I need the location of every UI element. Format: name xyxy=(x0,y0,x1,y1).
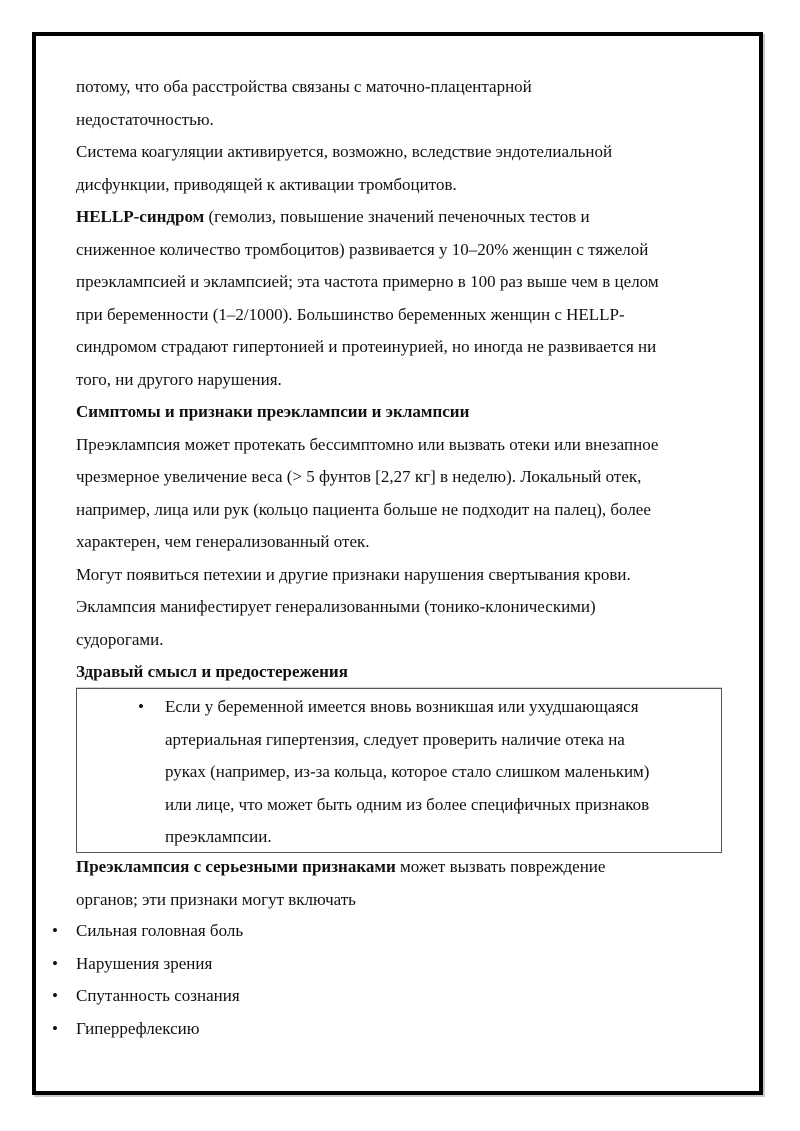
list-item-text: Сильная головная боль xyxy=(76,921,244,940)
paragraph-hellp xyxy=(76,201,726,396)
list-item xyxy=(48,980,243,1013)
list-bullet: • xyxy=(52,921,58,940)
severe-description: может вызвать повреждение органов; эти признаки могут включать xyxy=(76,857,606,909)
paragraph-severe-features xyxy=(76,851,726,916)
callout-bullet: • xyxy=(138,697,144,716)
list-item-text: Гиперрефлексию xyxy=(76,1018,200,1038)
list-item xyxy=(48,948,243,981)
paragraph-petechiae: Могут появиться петехии и другие признаки нарушения свертывания крови. xyxy=(76,564,631,584)
callout-text: Если у беременной имеется вновь возникшая или ухудшающаяся артериальная гипертензия, следует проверить наличие отека на руках (например, из-за кольца, которое стало слишком маленьким) или лице, что может быть одним из более специфичных признаков преэклампсии. xyxy=(165,697,650,846)
list-bullet: • xyxy=(52,986,58,1005)
paragraph-placental-insufficiency: потому, что оба расстройства связаны с маточно-плацентарной недостаточностью. xyxy=(76,77,532,129)
list-bullet: • xyxy=(52,1018,58,1038)
paragraph-symptoms-edema: Преэклампсия может протекать бессимптомно или вызвать отеки или внезапное чрезмерное увеличение веса (> 5 фунтов [2,27 кг] в неделю). Локальный отек, например, лица или рук (кольцо пациента больше не подходит на палец), более характерен, чем генерализованный отек. xyxy=(76,434,659,551)
heading-caution: Здравый смысл и предостережения xyxy=(76,656,722,688)
document-body xyxy=(76,71,726,688)
list-bullet: • xyxy=(52,953,58,973)
list-item-text: Нарушения зрения xyxy=(76,953,213,973)
paragraph-eclampsia-seizures: Эклампсия манифестирует генерализованными (тонико-клоническими) судорогами. xyxy=(76,597,596,649)
caution-callout-box xyxy=(76,688,722,853)
hellp-description: (гемолиз, повышение значений печеночных тестов и сниженное количество тромбоцитов) развивается у 10–20% женщин с тяжелой преэклампсией и эклампсией; эта частота примерно в 100 раз выше чем в целом при беременности (1–2/1000). Большинство беременных женщин с HELLP- синдромом страдают гипертонией и протеинурией, но иногда не развивается ни того, ни другого нарушения. xyxy=(76,207,659,389)
heading-symptoms: Симптомы и признаки преэклампсии и эклампсии xyxy=(76,402,470,421)
severe-signs-list xyxy=(48,915,243,1045)
hellp-term: HELLP-синдром xyxy=(76,207,205,226)
severe-term: Преэклампсия с серьезными признаками xyxy=(76,857,396,876)
list-item xyxy=(48,1013,243,1046)
list-item xyxy=(48,915,243,948)
paragraph-coagulation: Система коагуляции активируется, возможно, вследствие эндотелиальной дисфункции, приводящей к активации тромбоцитов. xyxy=(76,142,613,194)
list-item-text: Спутанность сознания xyxy=(76,986,240,1005)
